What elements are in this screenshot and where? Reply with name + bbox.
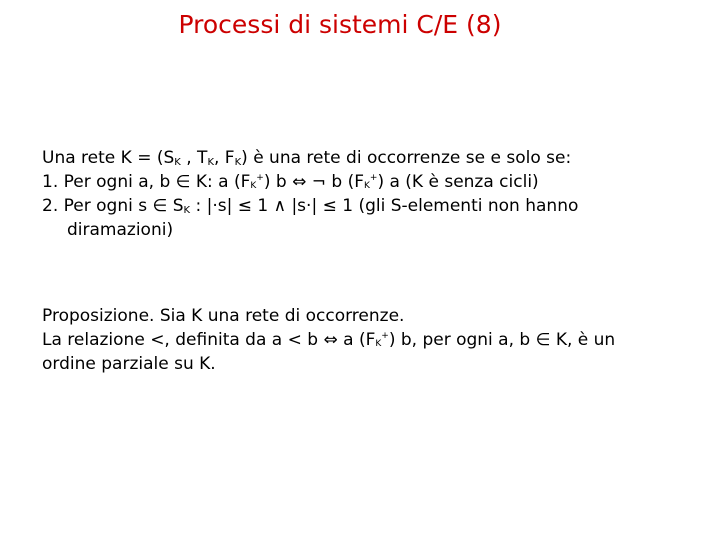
condition-2: 2. Per ogni s ∈ $S_K$ : |·s| ≤ 1 ∧ |s·| ≤ 1 (gli S-elementi non hanno — [42, 196, 579, 216]
proposition-line-3: ordine parziale su K. — [42, 354, 216, 374]
not-symbol: ¬ — [311, 172, 326, 192]
leq-symbol: ≤ — [322, 196, 337, 216]
condition-1: 1. Per ogni a, b ∈ K: a $(F_K^+)$ b ⇔ ¬ b $(F_K^+)$ a (K è senza cicli) — [42, 172, 539, 192]
definition-intro: Una rete $K = (S_K$ , $T_K$, $F_K$) è una rete di occorrenze se e solo se: — [42, 148, 572, 168]
slide-title: Processi di sistemi C/E (8) — [178, 10, 502, 39]
and-symbol: ∧ — [273, 196, 287, 216]
proposition-line-2: La relazione <, definita da a < b ⇔ a $(F_K^+)$ b, per ogni a, b ∈ K, è un — [42, 330, 616, 350]
k-subscript: K — [250, 181, 257, 191]
iff-symbol: ⇔ — [292, 172, 307, 192]
k-subscript: K — [375, 339, 382, 349]
proposition-block — [42, 304, 692, 376]
plus-superscript: + — [369, 173, 378, 183]
s-subscript: K — [183, 205, 191, 216]
f-subscript: K — [234, 157, 242, 168]
proposition-line-1: Proposizione. Sia K una rete di occorrenze. — [42, 306, 405, 326]
plus-superscript: + — [256, 173, 264, 183]
k-subscript: K — [363, 181, 370, 191]
leq-symbol: ≤ — [237, 196, 252, 216]
element-of-symbol: ∈ — [152, 196, 168, 216]
plus-superscript: + — [381, 331, 389, 341]
element-of-symbol: ∈ — [535, 330, 551, 350]
t-subscript: K — [207, 157, 214, 168]
condition-2-continuation: diramazioni) — [67, 220, 174, 240]
definition-block — [42, 146, 692, 242]
element-of-symbol: ∈ — [175, 172, 191, 192]
iff-symbol: ⇔ — [323, 330, 338, 350]
s-subscript: K — [174, 157, 181, 168]
